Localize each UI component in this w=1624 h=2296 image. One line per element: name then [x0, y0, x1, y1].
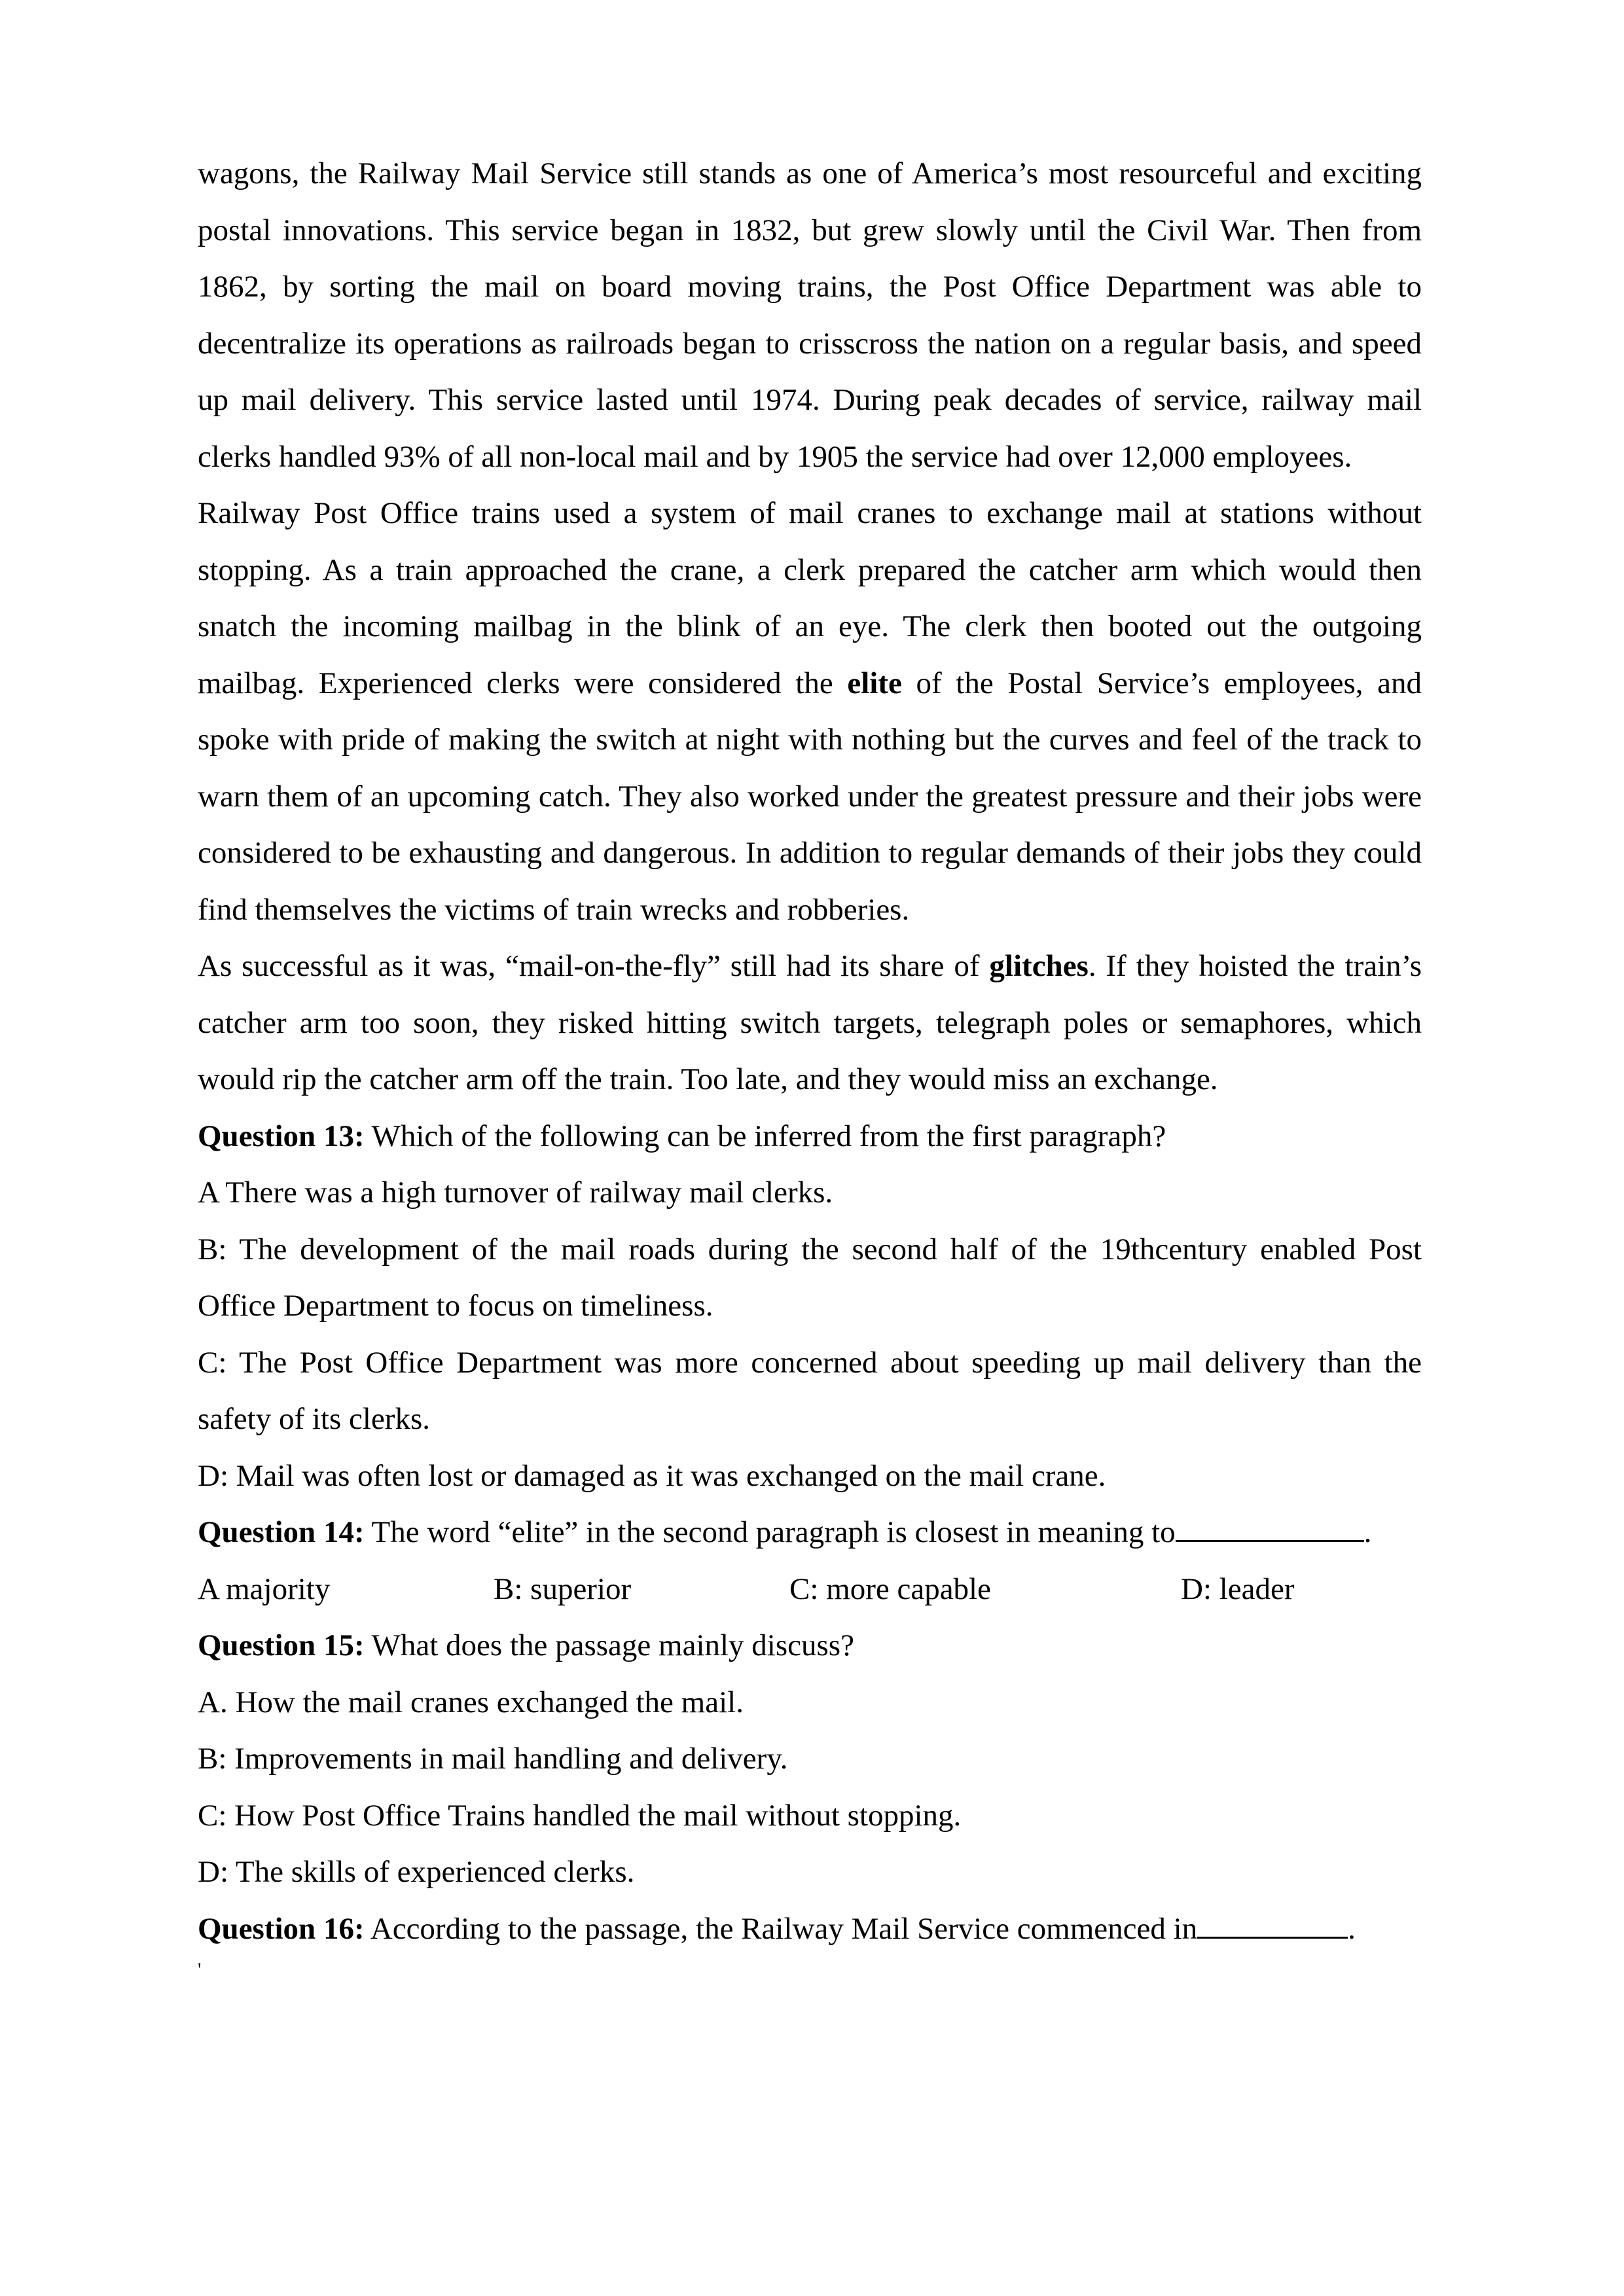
answer-blank[interactable] — [1197, 1930, 1348, 1939]
paragraph-2-text-b: of the Postal Service’s employees, and spoke with pride of making the switch at night with nothing but the curves and feel of the track to warn them of an upcoming catch. They also worked under the greatest pressure and their jobs were considered to be exhausting and dangerous. In addition to regular demands of their jobs they could find themselves the victims of train wrecks and robberies. — [198, 666, 1422, 927]
question-15-text: What does the passage mainly discuss? — [364, 1628, 854, 1662]
question-15 — [198, 1617, 1422, 1901]
question-15-label: Question 15: — [198, 1628, 365, 1662]
question-13-stem — [198, 1108, 1422, 1165]
question-15-stem — [198, 1617, 1422, 1674]
question-16-text: According to the passage, the Railway Mail Service commenced in — [364, 1911, 1198, 1946]
question-16 — [198, 1901, 1422, 1958]
question-15-option-c[interactable]: C: How Post Office Trains handled the mail without stopping. — [198, 1798, 962, 1833]
passage-paragraph-2 — [198, 485, 1422, 938]
question-14-option-b[interactable]: B: superior — [494, 1571, 632, 1606]
question-13-option-c[interactable]: C: The Post Office Department was more concerned about speeding up mail delivery than the safety of its clerks. — [198, 1345, 1422, 1436]
question-16-stem — [198, 1901, 1422, 1958]
question-13-text: Which of the following can be inferred from the first paragraph? — [364, 1119, 1166, 1153]
question-14-end: . — [1363, 1515, 1372, 1549]
question-14-option-d[interactable]: D: leader — [1181, 1571, 1295, 1606]
question-13-option-d[interactable]: D: Mail was often lost or damaged as it was exchanged on the mail crane. — [198, 1458, 1106, 1493]
paragraph-3-text-a: As successful as it was, “mail-on-the-fly” still had its share of — [198, 949, 990, 983]
question-15-option-a[interactable]: A. How the mail cranes exchanged the mail. — [198, 1685, 744, 1719]
question-15-option-d[interactable]: D: The skills of experienced clerks. — [198, 1855, 635, 1889]
paragraph-2-text-a: Railway Post Office trains used a system of mail cranes to exchange mail at stations without stopping. As a train approached the crane, a clerk prepared the catcher arm which would then snatch the incoming mailbag in the blink of an eye. The clerk then booted out the outgoing mailbag. Experienced clerks were considered the — [198, 496, 1422, 700]
passage-paragraph-3 — [198, 938, 1422, 1108]
question-14-option-c[interactable]: C: more capable — [789, 1571, 991, 1606]
document-page — [198, 145, 1422, 2014]
question-13-option-b[interactable]: B: The development of the mail roads during the second half of the 19thcentury enabled Post Office Department to focus on timeliness. — [198, 1232, 1422, 1323]
question-14 — [198, 1504, 1422, 1617]
question-13 — [198, 1108, 1422, 1505]
question-14-options — [198, 1561, 1422, 1618]
paragraph-3-text-b: . If they hoisted the train’s catcher arm too soon, they risked hitting switch targets, telegraph poles or semaphores, which would rip the catcher arm off the train. Too late, and they would miss an exchange. — [198, 949, 1422, 1096]
question-16-end: . — [1348, 1911, 1356, 1946]
keyword-elite: elite — [847, 666, 902, 700]
passage-paragraph-1: wagons, the Railway Mail Service still stands as one of America’s most resourceful and exciting postal innovations. This service began in 1832, but grew slowly until the Civil War. Then from 1862, by sorting the mail on board moving trains, the Post Office Department was able to decentralize its operations as railroads began to crisscross the nation on a regular basis, and speed up mail delivery. This service lasted until 1974. During peak decades of service, railway mail clerks handled 93% of all non-local mail and by 1905 the service had over 12,000 employees. — [198, 156, 1422, 474]
question-14-text: The word “elite” in the second paragraph is closest in meaning to — [364, 1515, 1176, 1549]
question-14-label: Question 14: — [198, 1515, 365, 1549]
question-15-option-b[interactable]: B: Improvements in mail handling and delivery. — [198, 1742, 788, 1776]
answer-blank[interactable] — [1176, 1534, 1364, 1542]
question-13-label: Question 13: — [198, 1119, 365, 1153]
question-16-label: Question 16: — [198, 1911, 365, 1946]
question-14-stem — [198, 1504, 1422, 1561]
keyword-glitches: glitches — [989, 949, 1089, 983]
stray-mark: ' — [198, 1959, 202, 1981]
question-13-option-a[interactable]: A There was a high turnover of railway mail clerks. — [198, 1175, 833, 1210]
question-14-option-a[interactable]: A majority — [198, 1571, 331, 1606]
